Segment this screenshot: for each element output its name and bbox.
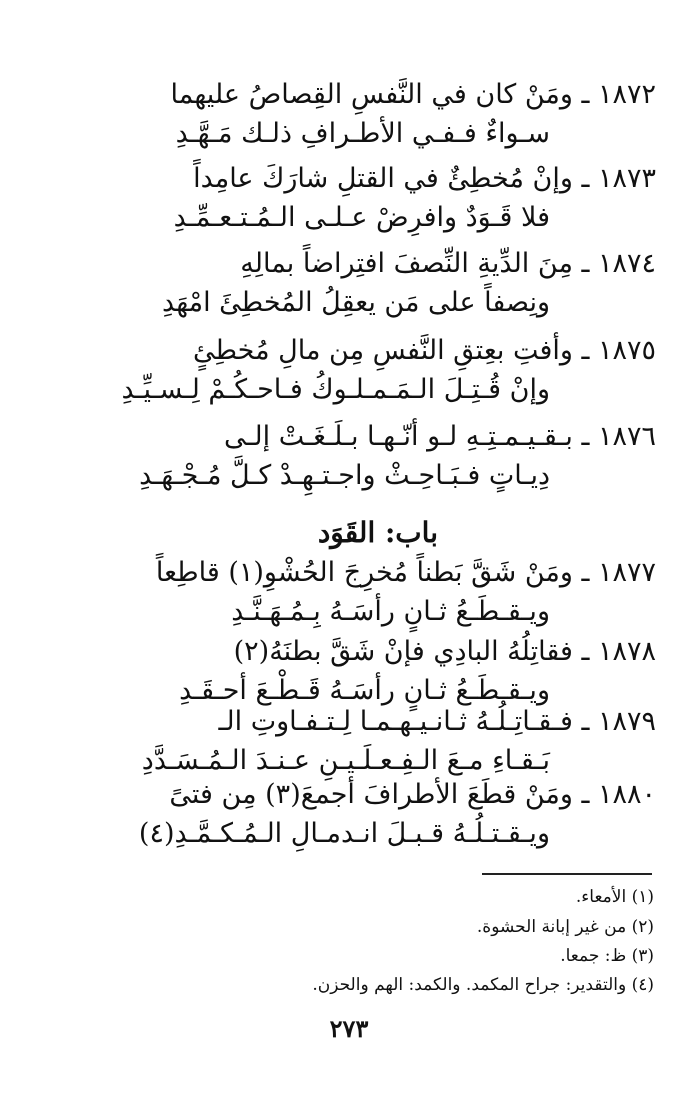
- verse-second-hemistich: بَـقـاءِ مـعَ الـفِـعـلَـيـنِ عـنـدَ الـمُـسَـدَّدِ: [141, 745, 550, 776]
- verse-second-hemistich: ويـقـتـلُـهُ قـبـلَ انـدمـالِ الـمُـكـمَّـدِ(٤): [138, 818, 550, 849]
- footnote-1: (١) الأمعاء.: [575, 887, 654, 907]
- verse-second-hemistich: ونِصفاً على مَن يعقِلُ المُخطِئَ امْهَدِ: [162, 287, 550, 318]
- verse-first-hemistich: ١٨٧٨ ـ فقاتِلُهُ البادِي فإنْ شَقَّ بطنَهُ(٢): [233, 636, 656, 667]
- verse-first-hemistich: ١٨٧٣ ـ وإنْ مُخطِئٌ في القتلِ شارَكَ عامِداً: [193, 163, 656, 194]
- verse-first-hemistich: ١٨٧٩ ـ فـقـاتِـلُـهُ ثـانـيـهـمـا لِـتـفـاوتِ الـ: [218, 706, 656, 737]
- verse-first-hemistich: ١٨٧٢ ـ ومَنْ كان في النَّفسِ القِصاصُ عليهما: [170, 79, 656, 110]
- footnote-3: (٣) ظ: جمعا.: [560, 946, 654, 966]
- verse-second-hemistich: ويـقـطَـعُ ثـانٍ رأسَـهُ بِـمُـهَـنَّـدِ: [231, 596, 550, 627]
- verse-second-hemistich: وإنْ قُـتِـلَ الـمَـمـلـوكُ فـاحـكُـمْ لِـسـيِّـدِ: [121, 374, 550, 405]
- page-number: ٢٧٣: [329, 1014, 369, 1043]
- verse-first-hemistich: ١٨٧٤ ـ مِنَ الدِّيةِ النِّصفَ افتِراضاً بمالِهِ: [240, 248, 656, 279]
- section-heading: باب: القَوَد: [317, 516, 438, 549]
- footnote-divider: [482, 873, 652, 875]
- verse-first-hemistich: ١٨٧٥ ـ وأفتِ بعِتقِ النَّفسِ مِن مالِ مُخطِئٍ: [193, 335, 656, 366]
- verse-first-hemistich: ١٨٧٧ ـ ومَنْ شَقَّ بَطناً مُخرِجَ الحُشْوِ(١) قاطِعاً: [155, 557, 656, 588]
- verse-second-hemistich: دِيـاتٍ فـبَـاحِـثْ واجـتـهِـدْ كـلَّ مُـجْـهَـدِ: [139, 460, 550, 491]
- verse-second-hemistich: سـواءٌ فـفـي الأطـرافِ ذلـك مَـهَّـدِ: [175, 118, 550, 149]
- verse-second-hemistich: فلا قَـوَدٌ وافرِضْ عـلـى الـمُـتـعـمِّـدِ: [173, 202, 550, 233]
- verse-second-hemistich: ويـقـطَـعُ ثـانٍ رأسَـهُ قَـطْـعَ أحـقَـدِ: [179, 675, 550, 706]
- footnote-2: (٢) من غير إبانة الحشوة.: [476, 917, 654, 937]
- footnote-4: (٤) والتقدير: جراح المكمد. والكمد: الهم والحزن.: [312, 975, 654, 995]
- verse-first-hemistich: ١٨٨٠ ـ ومَنْ قطَعَ الأطرافَ أجمعَ(٣) مِن فتىً: [169, 779, 656, 810]
- verse-first-hemistich: ١٨٧٦ ـ بـقـيـمـتِـهِ لـو أنّـهـا بـلَـغَـتْ إلـى: [224, 421, 656, 452]
